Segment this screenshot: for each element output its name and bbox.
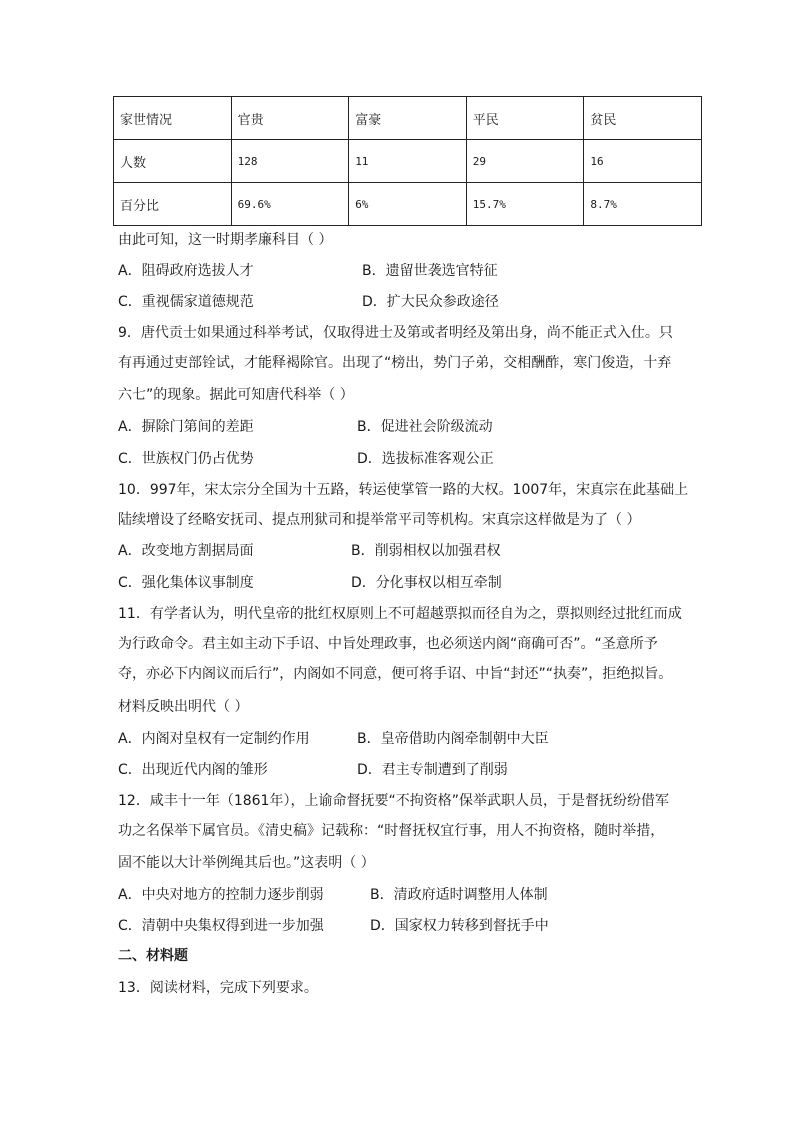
q10-stem-line: 10．997年，宋太宗分全国为十五路，转运使掌管一路的大权。1007年，宋真宗在此基础上 bbox=[118, 482, 689, 498]
table-cell: 6% bbox=[349, 183, 467, 226]
q9-stem-line: 9．唐代贡士如果通过科举考试，仅取得进士及第或者明经及第出身，尚不能正式入仕。只 bbox=[118, 325, 673, 341]
q9-option-b[interactable]: B．促进社会阶级流动 bbox=[357, 419, 493, 435]
table-row bbox=[114, 140, 702, 183]
q11-stem-line: 11．有学者认为，明代皇帝的批红权原则上不可超越票拟而径自为之，票拟则经过批红而成 bbox=[118, 606, 682, 622]
q12-option-a[interactable]: A．中央对地方的控制力逐步削弱 bbox=[118, 887, 324, 903]
q10-option-b[interactable]: B．削弱相权以加强君权 bbox=[351, 543, 501, 559]
q8-option-d[interactable]: D．扩大民众参政途径 bbox=[362, 294, 499, 310]
table-cell: 29 bbox=[466, 140, 584, 183]
table-row bbox=[114, 183, 702, 226]
q10-stem-line: 陆续增设了经略安抚司、提点刑狱司和提举常平司等机构。宋真宗这样做是为了（ ） bbox=[118, 512, 641, 528]
family-background-table bbox=[113, 96, 702, 226]
q10-option-c[interactable]: C．强化集体议事制度 bbox=[118, 575, 254, 591]
q9-stem-line: 有再通过吏部铨试，才能释褐除官。出现了“榜出，势门子弟，交相酬酢，寒门俊造，十弃 bbox=[118, 355, 672, 371]
q12-option-d[interactable]: D．国家权力转移到督抚手中 bbox=[370, 918, 549, 934]
table-cell: 128 bbox=[231, 140, 349, 183]
q13-stem: 13．阅读材料，完成下列要求。 bbox=[118, 980, 318, 996]
table-row bbox=[114, 97, 702, 140]
q11-stem-line: 夺，亦必下内阁议而后行”，内阁如不同意，便可将手诏、中旨“封还”“执奏”，拒绝拟旨。 bbox=[118, 666, 673, 682]
table-cell: 富豪 bbox=[349, 97, 467, 140]
q11-stem-line: 材料反映出明代（ ） bbox=[118, 699, 249, 715]
q8-option-a[interactable]: A．阻碍政府选拔人才 bbox=[118, 263, 254, 279]
q8-option-c[interactable]: C．重视儒家道德规范 bbox=[118, 294, 254, 310]
q10-option-d[interactable]: D．分化事权以相互牵制 bbox=[351, 575, 502, 591]
table-cell: 69.6% bbox=[231, 183, 349, 226]
q12-stem-line: 固不能以大计举例绳其后也。”这表明（ ） bbox=[118, 855, 375, 871]
q12-stem-line: 功之名保举下属官员。《清史稿》记载称：“时督抚权宜行事，用人不拘资格，随时举措， bbox=[118, 823, 665, 839]
table-cell: 贫民 bbox=[584, 97, 702, 140]
q11-option-d[interactable]: D．君主专制遭到了削弱 bbox=[357, 762, 508, 778]
table-cell: 15.7% bbox=[466, 183, 584, 226]
q11-stem-line: 为行政命令。君主如主动下手诏、中旨处理政事，也必须送内阁“商确可否”。“圣意所予 bbox=[118, 636, 658, 652]
table-cell: 百分比 bbox=[114, 183, 232, 226]
table-cell: 官贵 bbox=[231, 97, 349, 140]
q11-option-c[interactable]: C．出现近代内阁的雏形 bbox=[118, 762, 268, 778]
table-cell: 8.7% bbox=[584, 183, 702, 226]
q11-option-a[interactable]: A．内阁对皇权有一定制约作用 bbox=[118, 731, 310, 747]
table-cell: 11 bbox=[349, 140, 467, 183]
q9-stem-line: 六七”的现象。据此可知唐代科举（ ） bbox=[118, 387, 354, 403]
table-cell: 16 bbox=[584, 140, 702, 183]
table-cell: 家世情况 bbox=[114, 97, 232, 140]
q9-option-c[interactable]: C．世族权门仍占优势 bbox=[118, 451, 254, 467]
q8-option-b[interactable]: B．遗留世袭选官特征 bbox=[362, 263, 498, 279]
table-cell: 平民 bbox=[466, 97, 584, 140]
table-cell: 人数 bbox=[114, 140, 232, 183]
q9-option-d[interactable]: D．选拔标准客观公正 bbox=[357, 451, 494, 467]
q8-stem: 由此可知，这一时期孝廉科目（ ） bbox=[118, 232, 333, 248]
q10-option-a[interactable]: A．改变地方割据局面 bbox=[118, 543, 254, 559]
q9-option-a[interactable]: A．摒除门第间的差距 bbox=[118, 419, 254, 435]
q12-option-c[interactable]: C．清朝中央集权得到进一步加强 bbox=[118, 918, 324, 934]
q12-stem-line: 12．咸丰十一年（1861年），上谕命督抚要“不拘资格”保举武职人员，于是督抚纷纷借军 bbox=[118, 793, 669, 809]
section-heading: 二、材料题 bbox=[118, 948, 188, 964]
q12-option-b[interactable]: B．清政府适时调整用人体制 bbox=[370, 887, 548, 903]
q11-option-b[interactable]: B．皇帝借助内阁牵制朝中大臣 bbox=[357, 731, 549, 747]
